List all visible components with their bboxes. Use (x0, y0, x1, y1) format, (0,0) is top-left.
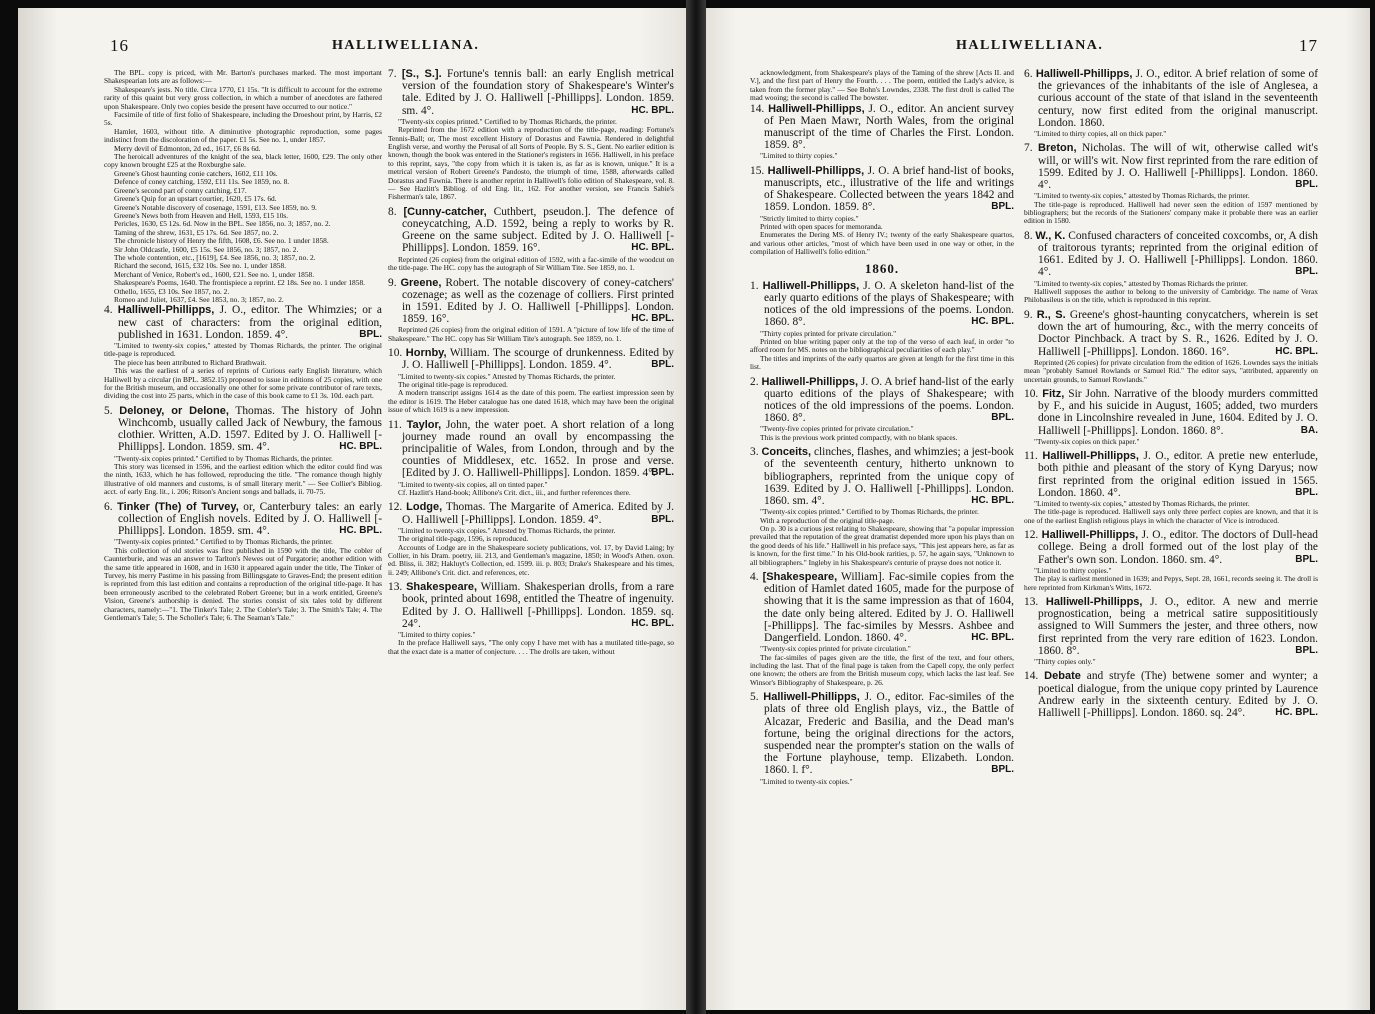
library-location: HC. BPL. (339, 525, 382, 537)
entry-description: and stryfe (The) betwene somer and wynter; a poetical dialogue, from the unique copy printed by Laurence Andrew early in the sixteenth century. Edited by J. O. Halliwell [-Phillipps]. London. 1860. sq. 24°. (1038, 670, 1318, 720)
note-paragraph: "Twenty-five copies printed for private circulation." (760, 424, 914, 434)
entry-number: 12. (1024, 529, 1039, 542)
entry-description: J. O., editor. A pretie new enterlude, both pithie and pleasant of the story of Kyng Daryus; now first reprinted from the original edition issued in 1565. London. 1860. 4°. (1038, 450, 1318, 499)
library-location: BPL. (1295, 553, 1318, 565)
bibliography-entry (388, 501, 674, 577)
note-paragraph: This was the earliest of a series of reprints of Curious early English literature, which Halliwell by a circular (in BPL. 3852.15) proposed to issue in editions of 25 copies, with one for the British museum, and occasionally one other for some private contributor of rare texts, dividing the cost into 25 parts, which in the case of this book came to £1 3s. 10d. each part. (104, 366, 382, 401)
entry-author: R., S. (1036, 308, 1066, 321)
entry-number: 7. (1024, 142, 1033, 155)
entry-author: Halliwell-Phillipps, (761, 375, 859, 388)
library-location: HC. BPL. (1275, 707, 1318, 719)
intro-notes (104, 69, 382, 304)
entry-description: J. O. A brief hand-list of the early quarto editions of the plays of Shakespeare; with notices of the old impressions of the poems. London. 1860. 8°. (764, 375, 1014, 425)
entry-author: Halliwell-Phillipps, (1035, 68, 1133, 80)
bibliography-entry (1024, 596, 1318, 666)
note-paragraph: "Limited to twenty-six copies, all on tinted paper." (398, 479, 548, 489)
note-paragraph: "Limited to twenty-six copies." Attested by Thomas Richards, the printer. (398, 525, 616, 535)
bibliography-entry (388, 277, 674, 344)
entry-text (1024, 388, 1318, 437)
entry-notes (388, 481, 674, 498)
entry-number: 4. (104, 304, 113, 317)
note-paragraph: Reprinted (26 copies) for private circulation from the edition of 1626. Lowndes says the initials mean "probably Samuel Rowlands or Samuel Rid." The editor says, "attributed, apparently on uncertain grounds, to Samuel Rowlands." (1024, 357, 1318, 384)
entry-author: Shakespeare, (406, 581, 478, 594)
entry-author: Conceits, (761, 446, 811, 459)
note-paragraph: This collection of old stories was first published in 1590 with the title, The cobler of Caunterburie, and was an answer to Tarlton's Newes out of Purgatorie; another edition with the same title appeared in 1608, and in 1630 it appeared again under the title, The Tinker of Turvey, his merry Pastime in his passing from Billingsgate to Graves-End; the present edition is reprinted from this last edition and contains a reproduction of the original title-page. It has been erroneously ascribed to the celebrated Robert Greene; but in a work entitled, Greene's Vision, Greene's authorship is denied. The stories consist of six tales told by different characters, namely:—"1. The Tinker's Tale; 2. The Cobler's Tale; 3. The Smith's Tale; 4. The Gentleman's Tale; 5. The Scholler's Tale; 6. The Seaman's Tale." (104, 545, 382, 622)
entry-notes (388, 373, 674, 415)
entry-description: J. O. A skeleton hand-list of the early quarto editions of the plays of Shakespeare; with notices of the old impressions of the poems. London. 1860. 8°. (764, 279, 1014, 329)
entry-number: 6. (104, 500, 113, 513)
note-paragraph: acknowledgment, from Shakespeare's plays of the Taming of the shrew [Acts II. and V.], and the first part of Henry the Fourth. . . . The poem, entitled the Lady's advice, is taken from the former play." — See Bohn's Lowndes, 2338. The first droll is called The mad wooing; the second is called The bowster. (750, 68, 1014, 103)
bibliography-entry (1024, 68, 1318, 138)
bibliography-entry (1024, 529, 1318, 592)
bibliography-entry (104, 304, 382, 400)
note-paragraph: Printed on blue writing paper only at the top of the verso of each leaf, in order "to afford room for MS. notes on the bibliographical peculiarities of each play." (750, 336, 1014, 355)
entries (1024, 68, 1318, 719)
entry-description: William]. Fac-simile copies from the edition of Hamlet dated 1605, made for the purpose of showing that it is the same impression as that of 1604, the date only being altered. Edited by J. O. Halliwell [-Phillipps]. The fac-similes by Messrs. Ashbee and Dangerfield. London. 1860. 4°. (764, 571, 1014, 645)
entry-description: Thomas. The history of John Winchcomb, usually called Jack of Newbury, the famous clothier. Written, A.D. 1597. Edited by J. O. Halliwell [-Phillipps]. London. 1859. sm. 4°. (118, 404, 382, 454)
entry-number: 13. (388, 581, 403, 594)
bibliography-entry (1024, 142, 1318, 225)
note-paragraph: The title-page is reproduced. Halliwell had never seen the edition of 1597 mentioned by bibliographers; but the records of the Stationers' company make it probable there was an earlier edition in 1580. (1024, 199, 1318, 226)
entry-number: 15. (750, 164, 765, 177)
note-paragraph: The BPL. copy is priced, with Mr. Barton's purchases marked. The most important Shakespearian lots are as follows:— (104, 68, 382, 86)
note-paragraph: "Limited to twenty-six copies." (760, 776, 853, 786)
note-paragraph: Shakespeare's Poems, 1640. The frontispiece a reprint. £2 18s. See no. 1 under 1858. (114, 278, 365, 288)
entry-text (750, 691, 1014, 776)
entry-author: Lodge, (406, 501, 443, 514)
note-paragraph: "Limited to twenty-six copies," attested by Thomas Richards, the printer. The original title-page is reproduced. (104, 340, 382, 359)
note-paragraph: The whole contention, etc., [1619], £4. See 1856, no. 3; 1857, no. 2. (114, 252, 316, 262)
bibliography-entry (1024, 388, 1318, 446)
entry-author: Halliwell-Phillipps, (1045, 596, 1143, 608)
entry-number: 5. (750, 691, 759, 704)
entry-description: Confused characters of conceited coxcombs, or, A dish of traitorous tyrants; reprinted from the original edition of 1661. Edited by J. O. Halliwell [-Phillipps]. London. 1860. 4°. (1038, 229, 1318, 279)
library-location: HC. BPL. (631, 104, 674, 116)
bibliography-entry (750, 571, 1014, 687)
entry-number: 2. (750, 375, 759, 388)
note-paragraph: Defence of coney catching, 1592, £11 11s. See 1859, no. 8. (114, 177, 290, 187)
note-paragraph: The original title-page is reproduced. (398, 379, 508, 389)
entry-text (388, 501, 674, 525)
library-location: HC. BPL. (339, 441, 382, 453)
entry-text (1024, 68, 1318, 129)
entry-text (388, 419, 674, 480)
library-location: BA. (1300, 424, 1318, 436)
entry-notes (750, 425, 1014, 442)
note-paragraph: With a reproduction of the original title-page. (760, 515, 895, 525)
entry-number: 4. (750, 571, 759, 584)
entry-description: William. Shakesperian drolls, from a rare book, printed about 1698, entitled the Theatre of ingenuity. Edited by J. O. Halliwell [-Phillipps]. London. 1859. sq. 24°. (402, 581, 674, 630)
entry-number: 5. (104, 404, 113, 417)
note-paragraph: "Limited to twenty-six copies." Attested by Thomas Richards, the printer. (398, 371, 616, 381)
note-paragraph: The title-page is reproduced. Halliwell says only three perfect copies are known, and that it is one of the earliest English religious plays in which the character of Vice is introduced. (1024, 507, 1318, 525)
entry-number: 9. (1024, 308, 1033, 321)
bibliography-entry (1024, 230, 1318, 305)
entry-notes (1024, 192, 1318, 226)
left-page (18, 8, 686, 1010)
entry-description: Nicholas. The will of wit, otherwise called wit's will, or will's wit. Now first reprinted from the rare edition of 1599. Edited by J. O. Halliwell [-Phillipps]. London. 1860. 4°. (1038, 142, 1318, 192)
entry-text (104, 304, 382, 341)
entry-notes (750, 508, 1014, 567)
note-paragraph: The chronicle history of Henry the fifth, 1608, £6. See no. 1 under 1858. (114, 236, 329, 246)
entries (388, 68, 674, 656)
library-location: BPL. (651, 467, 674, 479)
entry-text (104, 501, 382, 538)
entry-description: William. The scourge of drunkenness. Edited by J. O. Halliwell [-Phillipps]. London. 1859. 4°. (402, 347, 674, 372)
library-location: BPL. (991, 764, 1014, 776)
note-paragraph: Greene's Quip for an upstart courtier, 1620, £5 17s. 6d. (114, 194, 277, 204)
book-gutter (686, 0, 706, 1014)
note-paragraph: Enumerates the Dering MS. of Henry IV.; twenty of the early Shakespeare quartos, and various other articles, "most of which have been used in one way or other, in the compilation of Halliwell's folio edition." (750, 230, 1014, 257)
entry-author: Halliwell-Phillipps, (763, 691, 860, 704)
entry-text (1024, 230, 1318, 279)
page-number: 16 (110, 36, 129, 55)
entries (750, 103, 1014, 257)
note-paragraph: Greene's News both from Heaven and Hell, 1593, £15 10s. (114, 210, 289, 220)
note-paragraph: Taming of the shrew, 1631, £5 17s. 6d. See 1857, no. 2. (114, 227, 279, 237)
note-paragraph: Pericles, 1630, £5 12s. 6d. Now in the BPL. See 1856, no. 3; 1857, no. 2. (114, 219, 331, 229)
left-column-2 (388, 68, 674, 660)
note-paragraph: "Limited to twenty-six copies," attested by Thomas Richards, the printer. (1034, 498, 1250, 508)
entry-author: Tinker (The) of Turvey, (117, 500, 239, 513)
note-paragraph: Reprinted from the 1672 edition with a reproduction of the title-page, reading: Fortune's Tennis-Ball; or, The most excellent History of Dorastus and Fawnia. Rendered in delightful English verse, and worthy the Perusal of all Sorts of People. By S. S., Gent. No earlier edition is known, though the book was entered in the Stationer's registers in 1656. Halliwell, in his preface to this reprint, says, "the copy from which it is taken is, as far as is known, unique." It is a metrical version of Robert Greene's Pandosto, the triumph of time, 1588, afterwards called Dorastus and Fawnia. There is another reprint in Halliwell's folio edition of Shakespeare, vol. 8. — See Hazlitt's Bibliog. of old Eng. lit., 162. For another version, see Francis Sabie's Fisherman's tale, 1867. (388, 125, 674, 202)
entry-author: Halliwell-Phillipps, (768, 102, 865, 115)
note-paragraph: "Twenty-six copies on thick paper." (1034, 436, 1140, 446)
note-paragraph: The heroicall adventures of the knight of the sea, black letter, 1600, £29. The only other copy known brought £25 at the Roxburghe sale. (104, 152, 382, 170)
entry-description: J. O., editor. Fac-similes of the plats of three old English plays, viz., the Battle of Alcazar, Frederic and Basilia, and the Dead man's fortune, being the original directions for the actors, suspended near the prompter's station on the walls of the Fortune playhouse, temp. Elizabeth. London. 1860. l. f°. (764, 691, 1014, 777)
entry-author: [Shakespeare, (762, 571, 838, 584)
entry-text (388, 347, 674, 371)
note-paragraph: Hamlet, 1603, without title. A diminutive photographic reproduction, some pages indistinct from the discoloration of the paper. £1 5s. See no. 1, under 1857. (104, 126, 382, 145)
note-paragraph: Greene's Notable discovery of cosenage, 1591, £13. See 1859, no. 9. (114, 202, 317, 212)
entry-author: Debate (1044, 670, 1081, 683)
library-location: HC. BPL. (971, 632, 1014, 644)
library-location: BPL. (991, 412, 1014, 424)
entry-description: J. O., editor. An ancient survey of Pen Maen Mawr, North Wales, from the original manuscript of the time of Charles the First. London. 1859. 8°. (764, 102, 1014, 152)
entry-number: 11. (1024, 450, 1038, 463)
note-paragraph: This is the previous work printed compactly, with no blank spaces. (760, 432, 958, 442)
library-location: BPL. (359, 328, 382, 340)
note-paragraph: Reprinted (26 copies) from the original edition of 1591. A "picture of low life of the time of Shakespeare." The HC. copy has Sir William Tite's autograph. See 1859, no. 1. (388, 325, 674, 343)
note-paragraph: Shakespeare's jests. No title. Circa 1770, £1 15s. "It is difficult to account for the extreme rarity of this quaint but very gross collection, in which a number of anecdotes are fathered upon Shakespeare. Only two copies beside the present have occurred to our notice." (104, 84, 382, 111)
entry-author: [Cunny-catcher, (403, 205, 487, 218)
entry-text (750, 103, 1014, 152)
note-paragraph: Greene's Ghost haunting conie catchers, 1602, £11 10s. (114, 168, 278, 178)
entry-notes (388, 256, 674, 273)
entry-notes (104, 538, 382, 622)
entry-notes (104, 455, 382, 497)
entry-author: Greene, (400, 276, 442, 289)
note-paragraph: "Thirty copies printed for private circulation." (760, 328, 897, 338)
entry-description: Fortune's tennis ball: an early English metrical version of the foundation story of Shakespeare's Winter's tale. Edited by J. O. Halliwell [-Phillipps]. London. 1859. sm. 4°. (402, 68, 674, 117)
entry-notes (388, 527, 674, 577)
entry-notes (1024, 359, 1318, 384)
entry-notes (1024, 658, 1318, 666)
library-location: BPL. (1295, 179, 1318, 191)
library-location: BPL. (1295, 486, 1318, 498)
note-paragraph: "Limited to thirty copies." (1034, 565, 1112, 575)
note-paragraph: "Twenty-six copies printed." Certified to by Thomas Richards, the printer. (114, 453, 333, 463)
note-paragraph: A modern transcript assigns 1614 as the date of this poem. The earliest impression seen by the editor is 1619. The Heber catalogue has one dated 1618, which may have been the original issue of which 1619 is a new impression. (388, 388, 674, 415)
note-paragraph: Richard the second, 1615, £32 10s. See no. 1, under 1858. (114, 261, 287, 271)
entry-description: Robert. The notable discovery of coney-catchers' cozenage; as well as the cozenage of colliers. First printed in 1591. Edited by J. O. Halliwell [-Phillipps]. London. 1859. 16°. (402, 276, 674, 326)
entry-author: Halliwell-Phillipps, (762, 279, 860, 292)
entry-notes (750, 152, 1014, 160)
library-location: HC. BPL. (1275, 345, 1318, 357)
entries (750, 280, 1014, 786)
note-paragraph: Reprinted (26 copies) from the original edition of 1592, with a fac-simile of the woodcut on the title-page. The HC. copy has the autograph of Sir William Tite. See 1859, no. 1. (388, 254, 674, 273)
note-paragraph: "Limited to twenty-six copies," attested by Thomas Richards the printer. (1034, 278, 1248, 288)
bibliography-entry (388, 206, 674, 273)
note-paragraph: Printed with open spaces for memoranda. (760, 222, 883, 232)
entry-description: J. O., editor. The Whimzies; or a new cast of characters: from the original edition, published in 1631. London. 1859. 4°. (118, 304, 382, 341)
entry-description: J. O., editor. A new and merrie prognostication, being a metrical satire supposititiously assigned to Will Summers the jester, and three others, now first reprinted from the very rare edition of 1623. London. 1860. 8°. (1038, 596, 1318, 657)
entry-text (750, 280, 1014, 329)
right-column-1 (750, 68, 1014, 790)
right-page (706, 8, 1370, 1010)
entry-notes (1024, 500, 1318, 525)
entry-notes (750, 645, 1014, 687)
entry-text (1024, 142, 1318, 191)
entry-text (750, 165, 1014, 214)
bibliography-entry (750, 446, 1014, 567)
year-heading: 1860. (864, 260, 900, 276)
note-paragraph: Merry devil of Edmonton, 2d ed., 1617, £6 8s 6d. (114, 143, 261, 153)
entry-author: Halliwell-Phillipps, (1041, 529, 1139, 542)
entry-number: 14. (750, 102, 765, 115)
intro-notes (750, 69, 1014, 103)
entry-author: Halliwell-Phillipps, (1042, 450, 1139, 463)
note-paragraph: The titles and imprints of the early quartos are given at length for the first time in this list. (750, 353, 1014, 372)
note-paragraph: Sir John Oldcastle, 1600, £5 15s. See 1856, no. 3; 1857, no. 2. (114, 244, 299, 254)
entry-description: Thomas. The Margarite of America. Edited by J. O. Halliwell [-Phillipps]. London. 1859. 4°. (402, 501, 674, 526)
library-location: HC. BPL. (631, 313, 674, 325)
library-location: BPL. (991, 201, 1014, 213)
library-location: BPL. (651, 359, 674, 371)
note-paragraph: Greene's second part of conny catching, £17. (114, 185, 247, 195)
entries (104, 304, 382, 622)
library-location: HC. BPL. (631, 242, 674, 254)
entry-number: 10. (1024, 387, 1039, 400)
entry-text (750, 376, 1014, 425)
entry-text (104, 405, 382, 454)
bibliography-entry (1024, 670, 1318, 719)
library-location: BPL. (1295, 644, 1318, 656)
bibliography-entry (388, 419, 674, 498)
entry-description: J. O. A brief hand-list of books, manuscripts, etc., illustrative of the life and writings of Shakespeare. Collected between the years 1842 and 1859. London. 1859. 8°. (764, 164, 1014, 214)
note-paragraph: The piece has been attributed to Richard Brathwait. (114, 357, 267, 367)
entry-description: J. O., editor. A brief relation of some of the grievances of the inhabitants of the isle of Anglesea, a curious account of the state of that island in the seventeenth century, now first edited from the original manuscript. London. 1860. (1038, 68, 1318, 129)
entry-text (388, 581, 674, 630)
bibliography-entry (750, 691, 1014, 786)
left-column-1 (104, 68, 382, 626)
entry-number: 1. (750, 279, 759, 292)
running-header (706, 36, 1370, 60)
entry-notes (1024, 130, 1318, 138)
entry-number: 9. (388, 276, 397, 289)
entry-text (750, 571, 1014, 644)
bibliography-entry (1024, 309, 1318, 384)
note-paragraph: On p. 30 is a curious jest relating to Shakespeare, showing that "a popular impression prevailed that the reputation of the great dramatist depended more upon his plays than on the good deeds of his life." Halliwell in his preface says, "This jest appears here, as far as is known, for the first time." In his Old-book rarities, p. 57, he again says, "Unknown to all bibliographers." Ingleby in his Shakespeare's centurie of prayse does not notice it. (750, 523, 1014, 567)
entry-number: 11. (388, 418, 402, 431)
note-paragraph: This story was licensed in 1596, and the earliest edition which the editor could find was the ninth, 1633, which he has followed, reproducing the title. "The romance though highly illustrative of old manners and customs, is of small literary merit." — See Collier's Bibliog. acct. of early Eng. lit., i. 206; Ritson's Ancient songs and ballads, ii. 70-75. (104, 462, 382, 497)
note-paragraph: Accounts of Lodge are in the Shakespeare society publications, vol. 17, by David Laing; by Collier, in his Dram. poetry, iii. 213, and Gentleman's magazine, 1850; in Wood's Athen. oxon. ed. Bliss, ii. 382; Hakluyt's Collection, ed. 1599. iii. p. 803; Drake's Shakespeare and his times, ii. 249; Allibone's Crit. dict. and references, etc. (388, 542, 674, 577)
note-paragraph: "Limited to twenty-six copies," attested by Thomas Richards, the printer. (1034, 191, 1250, 201)
library-location: HC. BPL. (971, 316, 1014, 328)
entry-text (388, 277, 674, 326)
entry-author: W., K. (1035, 229, 1066, 242)
page-number: 17 (1299, 36, 1318, 55)
entry-number: 10. (388, 347, 403, 360)
note-paragraph: "Twenty-six copies printed." Certified to by Thomas Richards, the printer. (398, 116, 617, 126)
bibliography-entry (750, 165, 1014, 257)
bibliography-entry (750, 376, 1014, 443)
entry-number: 8. (1024, 229, 1033, 242)
running-header (18, 36, 686, 60)
entry-number: 13. (1024, 596, 1039, 608)
entry-text (1024, 450, 1318, 499)
entry-notes (750, 778, 1014, 786)
entry-text (1024, 309, 1318, 358)
entry-notes (1024, 438, 1318, 446)
entry-notes (388, 118, 674, 202)
library-location: BPL. (651, 513, 674, 525)
note-paragraph: Romeo and Juliet, 1637, £4. See 1853, no. 3; 1857, no. 2. (114, 294, 284, 304)
note-paragraph: The play is earliest mentioned in 1639; and Pepys, Sept. 28, 1661, records seeing it. The droll is here reprinted from Kirkman's Witts, 1672. (1024, 574, 1318, 592)
entry-number: 8. (388, 205, 397, 218)
note-paragraph: "Limited to thirty copies." (398, 630, 476, 640)
note-paragraph: Merchant of Venice, Robert's ed., 1600, £21. See no. 1, under 1858. (114, 269, 315, 279)
entry-description: Cuthbert, pseudon.]. The defence of coneycatching, A.D. 1592, being a reply to works by R. Greene on the same subject. Edited by J. O. Halliwell [-Phillipps]. London. 1859. 16°. (402, 205, 674, 255)
note-paragraph: "Limited to thirty copies, all on thick paper." (1034, 129, 1167, 139)
bibliography-entry (388, 347, 674, 414)
entry-description: Greene's ghost-haunting conycatchers, wherein is set down the art of humouring, &c., with the merry conceits of Doctor Pinchback. A tract by S. R., 1626. Edited by J. O. Halliwell [-Phillipps]. London. 1860. 16°. (1038, 308, 1318, 358)
running-title: HALLIWELLIANA. (956, 38, 1104, 53)
entry-text (1024, 596, 1318, 657)
entry-notes (1024, 567, 1318, 592)
note-paragraph: The original title-page, 1596, is reproduced. (398, 534, 529, 544)
entry-description: J. O., editor. The doctors of Dull-head college. Being a droll formed out of the lost play of the Father's own son. London. 1860. sm. 4°. (1038, 529, 1318, 566)
note-paragraph: "Limited to thirty copies." (760, 151, 838, 161)
entry-description: clinches, flashes, and whimzies; a jest-book of the seventeenth century, hitherto unknown to bibliographers, reprinted from the unique copy of 1639. Edited by J. O. Halliwell [-Phillipps]. London. 1860. sm. 4°. (764, 446, 1014, 507)
note-paragraph: In the preface Halliwell says, "The only copy I have met with has a mutilated title-page, so that the exact date is a matter of conjecture. . . . The drolls are taken, without (388, 638, 674, 656)
note-paragraph: "Twenty-six copies printed for private circulation." (760, 644, 911, 654)
library-location: BPL. (1295, 266, 1318, 278)
entry-author: Breton, (1038, 142, 1077, 155)
bibliography-entry (104, 405, 382, 497)
bibliography-entry (388, 581, 674, 656)
entry-author: Halliwell-Phillipps, (767, 164, 865, 177)
bibliography-entry (750, 280, 1014, 372)
bibliography-entry (388, 68, 674, 202)
entry-author: Halliwell-Phillipps, (117, 304, 215, 317)
entry-author: Hornby, (405, 347, 447, 360)
library-location: HC. BPL. (971, 494, 1014, 506)
entry-notes (750, 330, 1014, 372)
bibliography-entry (1024, 450, 1318, 525)
running-title: HALLIWELLIANA. (332, 38, 480, 53)
entry-author: [S., S.]. (401, 68, 442, 80)
note-paragraph: Othello, 1655, £3 10s. See 1857, no. 2. (114, 286, 230, 296)
right-column-2 (1024, 68, 1318, 723)
entry-number: 6. (1024, 68, 1033, 80)
library-location: HC. BPL. (631, 617, 674, 629)
entry-number: 3. (750, 446, 759, 459)
note-paragraph: Facsimile of title of first folio of Shakespeare, including the Droeshout print, by Harris, £2 5s. (104, 110, 382, 128)
entry-text (388, 68, 674, 117)
entry-text (388, 206, 674, 255)
entry-notes (388, 631, 674, 656)
entry-number: 7. (388, 68, 397, 80)
entry-author: Fitz, (1042, 387, 1065, 400)
bibliography-entry (104, 501, 382, 623)
entry-description: John, the water poet. A short relation of a long journey made round an ovall by encompassing the principalitie of Wales, from London, through and by the counties of Middlesex, etc. 1652. In prose and verse. [Edited by J. O. Halliwell-Phillipps]. London. 1859. 4°. (402, 418, 674, 480)
entry-number: 14. (1024, 670, 1039, 683)
entry-text (750, 446, 1014, 507)
entry-number: 12. (388, 501, 403, 514)
entry-notes (388, 326, 674, 343)
note-paragraph: The fac-similes of pages given are the title, the first of the text, and four others, including the last. That of the final page is taken from the Capell copy, the only perfect one known; the others are from the British museum copy, which lacks the last leaf. See Winsor's Bibliography of Shakespeare, p. 26. (750, 652, 1014, 687)
note-paragraph: "Strictly limited to thirty copies." (760, 213, 859, 223)
bibliography-entry (750, 103, 1014, 161)
note-paragraph: Cf. Hazlitt's Hand-book; Allibone's Crit. dict., iii., and further references there. (398, 487, 631, 497)
entry-author: Taylor, (406, 418, 442, 431)
entry-text (1024, 529, 1318, 566)
note-paragraph: "Twenty-six copies printed." Certified to by Thomas Richards, the printer. (760, 507, 979, 517)
note-paragraph: "Thirty copies only." (1034, 657, 1096, 667)
entry-notes (1024, 280, 1318, 305)
entry-notes (104, 342, 382, 401)
note-paragraph: "Twenty-six copies printed." Certified to by Thomas Richards, the printer. (114, 537, 333, 547)
entry-text (1024, 670, 1318, 719)
note-paragraph: Halliwell supposes the author to belong to the university of Cambridge. The name of Verax Philobasileus is on the title, which is reproduced in this reprint. (1024, 287, 1318, 305)
entry-description: or, Canterbury tales: an early collection of English novels. Edited by J. O. Halliwell [-Phillipps]. London. 1859. sm. 4°. (118, 500, 382, 538)
entry-notes (750, 215, 1014, 257)
entry-description: Sir John. Narrative of the bloody murders committed by F., and his suicide in August, 1605; added, two murders done in Lincolnshire revealed in June, 1604. Edited by J. O. Halliwell [-Phillipps]. London. 1860. 8°. (1038, 387, 1318, 437)
entry-author: Deloney, or Delone, (119, 404, 229, 417)
